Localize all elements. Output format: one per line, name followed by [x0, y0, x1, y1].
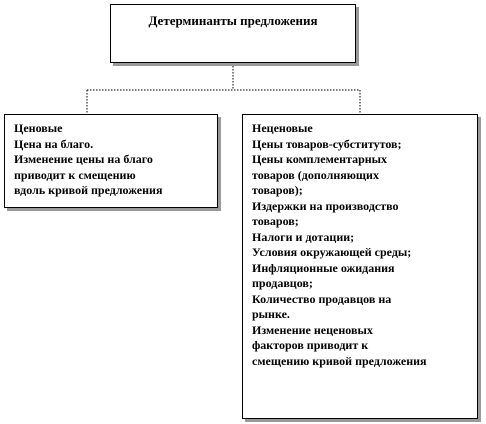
nonprice-factor-line: Инфляционные ожидания: [252, 260, 395, 275]
price-factors-heading: Ценовые: [14, 121, 63, 135]
nonprice-factor-line: товаров);: [252, 183, 303, 197]
nonprice-factor-line: смещению кривой предложения: [252, 353, 427, 368]
nonprice-factor-line: товаров (дополняющих: [252, 167, 379, 182]
price-factor-line: приводит к смещению: [14, 167, 136, 182]
nonprice-factor-line: рынке.: [252, 307, 290, 321]
nonprice-factors-box: [242, 114, 478, 419]
price-factor-line: Изменение цены на благо: [14, 152, 153, 166]
determinants-box: [110, 4, 356, 63]
price-factor-line: Цена на благо.: [14, 136, 94, 151]
price-factors-box: [4, 114, 218, 208]
diagram-title: Детерминанты предложения: [148, 13, 318, 28]
nonprice-factor-line: продавцов;: [252, 276, 313, 290]
nonprice-factor-line: товаров;: [252, 214, 299, 228]
nonprice-factors-heading: Неценовые: [252, 121, 313, 135]
nonprice-factor-line: Условия окружающей среды;: [252, 245, 412, 259]
nonprice-factor-line: Налоги и дотации;: [252, 229, 355, 244]
nonprice-factor-line: Количество продавцов на: [252, 291, 392, 306]
price-factor-line: вдоль кривой предложения: [14, 183, 163, 197]
nonprice-factor-line: Изменение неценовых: [252, 322, 373, 337]
nonprice-factor-line: Цены комплементарных: [252, 152, 388, 166]
nonprice-factor-line: факторов приводит к: [252, 338, 369, 352]
nonprice-factor-line: Издержки на производство: [252, 198, 399, 213]
nonprice-factor-line: Цены товаров-субститутов;: [252, 136, 402, 151]
